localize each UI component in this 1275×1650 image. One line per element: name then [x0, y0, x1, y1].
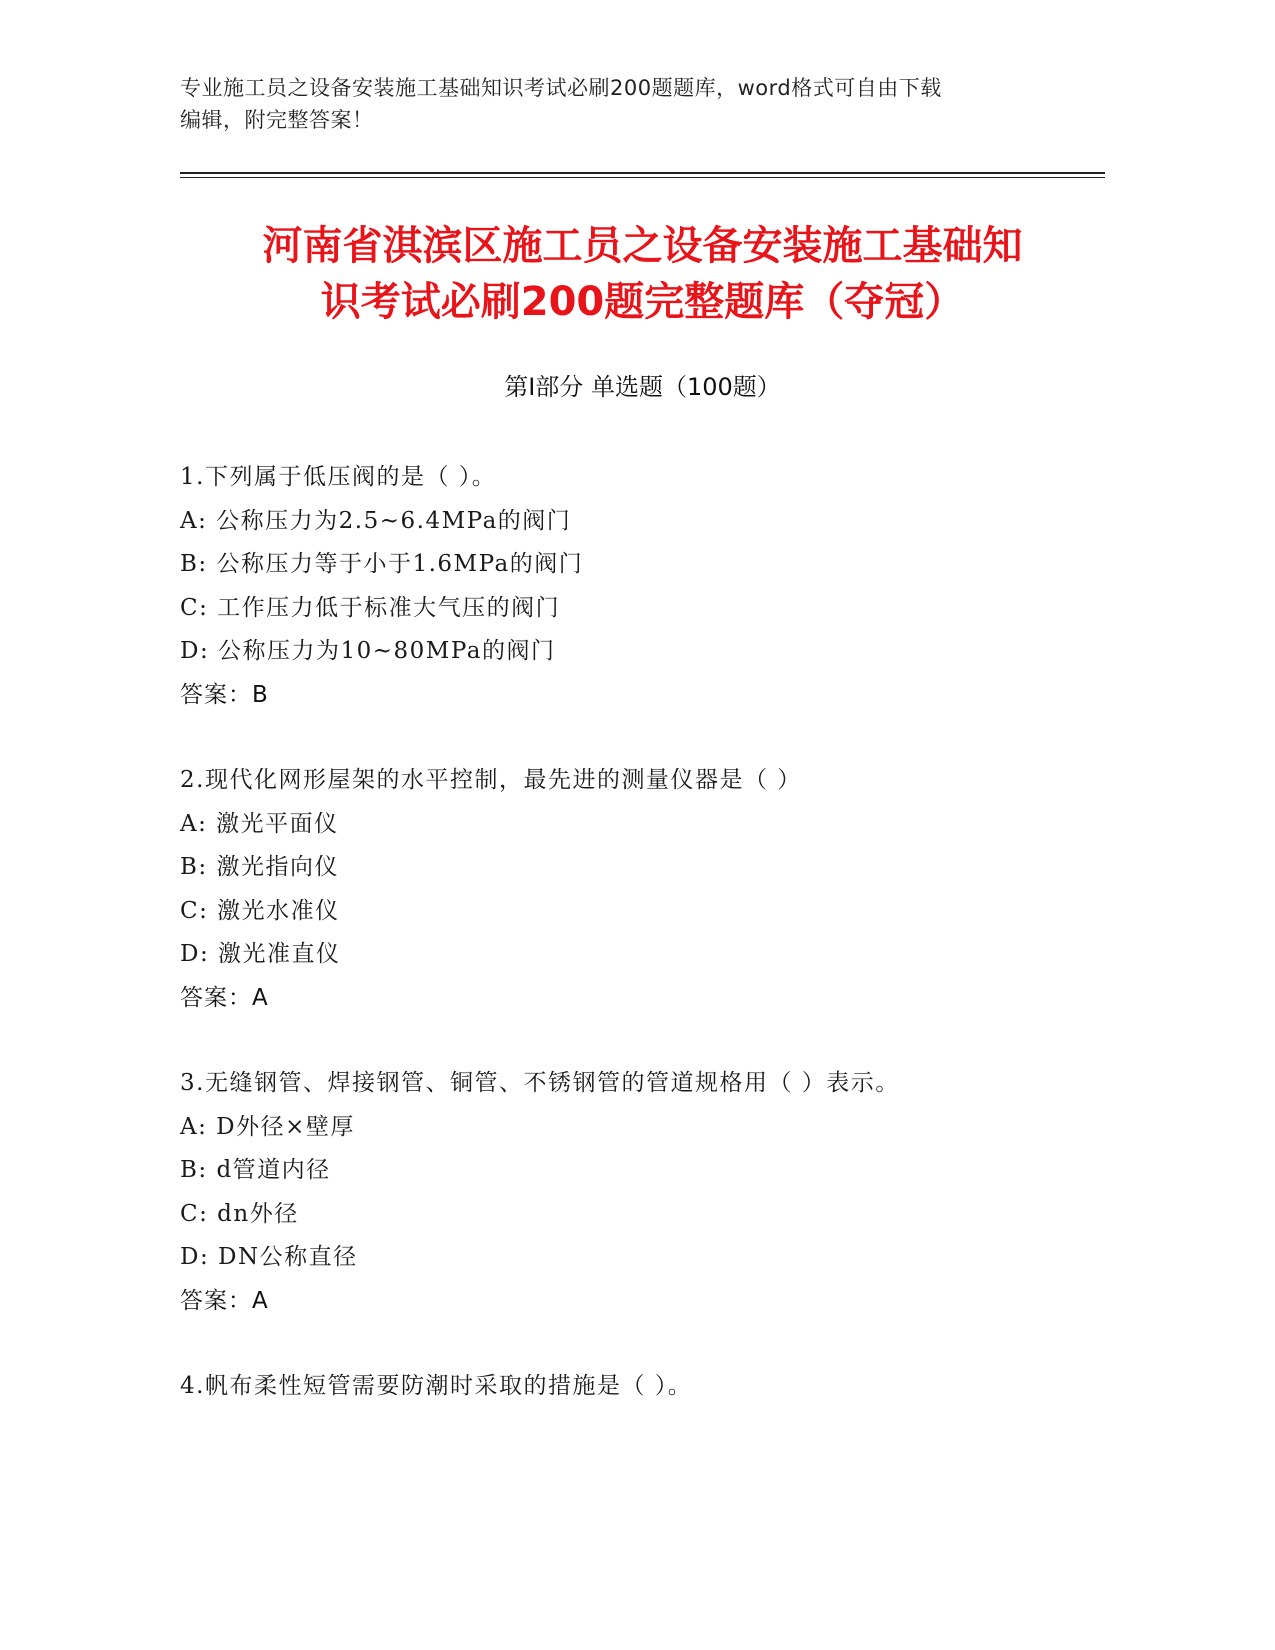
option-c: C: 激光水准仪	[180, 897, 340, 924]
option-b: B: 公称压力等于小于1.6MPa的阀门	[180, 551, 584, 577]
header-note-line-1: 专业施工员之设备安装施工基础知识考试必刷200题题库，word格式可自由下载	[180, 76, 942, 100]
option-a: A: D外径×壁厚	[180, 1113, 355, 1140]
answer-line: 答案：B	[180, 681, 269, 708]
option-b: B: 激光指向仪	[180, 854, 339, 880]
answer-line: 答案：A	[180, 984, 269, 1011]
question-stem: 3.无缝钢管、焊接钢管、铜管、不锈钢管的管道规格用（ ）表示。	[180, 1070, 900, 1096]
document-title	[180, 218, 1105, 330]
question-stem: 1.下列属于低压阀的是（ ）。	[180, 464, 497, 490]
option-d: D: 激光准直仪	[180, 941, 341, 967]
question-item	[180, 456, 1105, 717]
option-c: C: 工作压力低于标准大气压的阀门	[180, 594, 561, 621]
question-item	[180, 1062, 1105, 1323]
option-b: B: d管道内径	[180, 1157, 331, 1183]
option-a: A: 激光平面仪	[180, 810, 339, 837]
option-d: D: DN公称直径	[180, 1244, 358, 1270]
option-a: A: 公称压力为2.5~6.4MPa的阀门	[180, 507, 572, 534]
header-rule-thin	[180, 177, 1105, 178]
question-stem: 2.现代化网形屋架的水平控制，最先进的测量仪器是（ ）	[180, 767, 802, 793]
question-list	[180, 456, 1105, 1451]
answer-line: 答案：A	[180, 1287, 269, 1314]
header-note-line-2: 编辑，附完整答案！	[180, 108, 374, 132]
option-d: D: 公称压力为10~80MPa的阀门	[180, 638, 556, 664]
section-title: 第Ⅰ部分 单选题（100题）	[504, 373, 781, 401]
question-item	[180, 1365, 1105, 1409]
document-title-line-2: 识考试必刷200题完整题库（夺冠）	[320, 279, 965, 325]
question-item	[180, 759, 1105, 1020]
option-c: C: dn外径	[180, 1200, 299, 1227]
document-title-line-1: 河南省淇滨区施工员之设备安装施工基础知	[262, 223, 1023, 269]
header-rule-thick	[180, 172, 1105, 174]
header-note	[180, 72, 1050, 136]
question-stem: 4.帆布柔性短管需要防潮时采取的措施是（ ）。	[180, 1373, 693, 1399]
